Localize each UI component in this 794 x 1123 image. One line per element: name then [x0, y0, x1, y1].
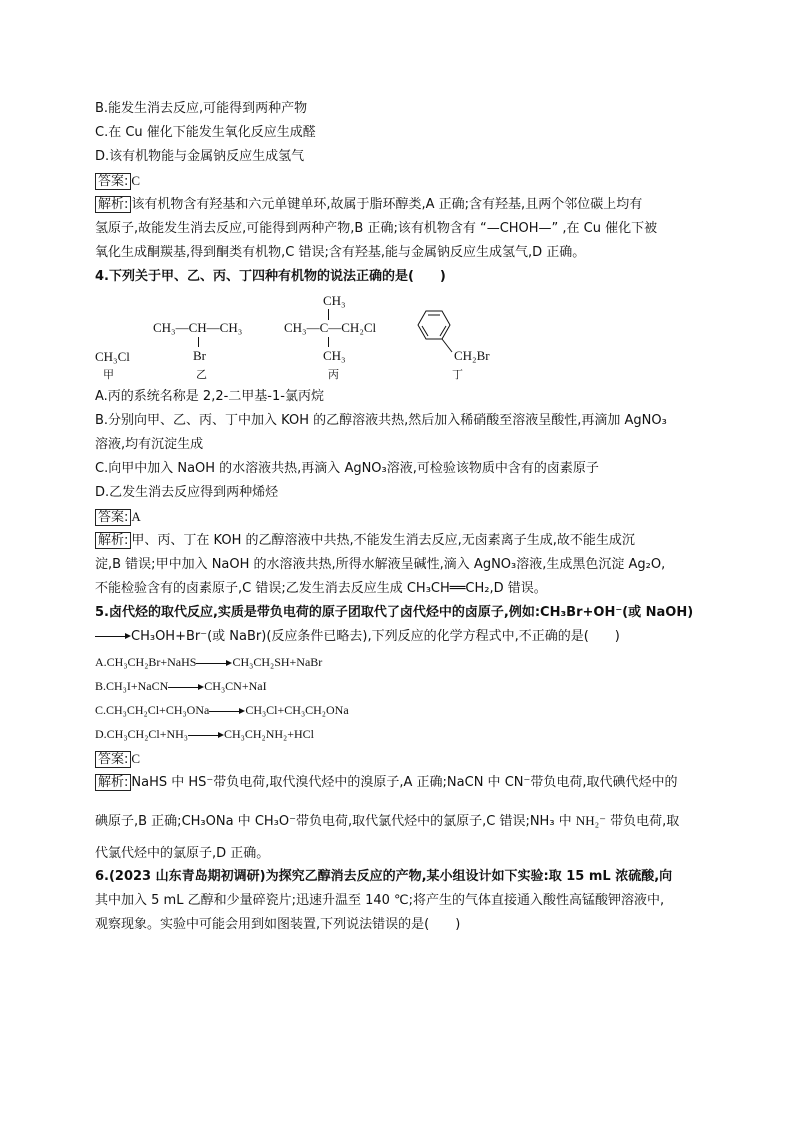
analysis-text: 带负电荷,取: [605, 814, 680, 829]
answer-label: 答案:: [95, 751, 131, 768]
reaction-arrow-icon: [168, 684, 204, 691]
q4-analysis-line-2: 淀,B 错误;甲中加入 NaOH 的水溶液共热,所得水解液呈碱性,滴入 AgNO₃溶液,生成黑色沉淀 Ag₂O,: [95, 557, 666, 572]
answer-label: 答案:: [95, 509, 131, 526]
q3-analysis-line-1: [95, 196, 642, 213]
reactants: A.CH₃CH₂Br+NaHS: [95, 655, 197, 669]
amide-ion: NH₂⁻: [575, 813, 606, 828]
jia-label: 甲: [103, 368, 114, 381]
reactants: D.CH₃CH₂Cl+NH₃: [95, 727, 188, 741]
analysis-label: 解析:: [95, 196, 131, 213]
yi-chain: CH₃—CH—CH₃: [153, 320, 243, 335]
analysis-text: NaHS 中 HS⁻带负电荷,取代溴代烃中的溴原子,A 正确;NaCN 中 CN⁻带负电荷,取代碘代烃中的: [131, 775, 678, 790]
analysis-text: 甲、丙、丁在 KOH 的乙醇溶液中共热,不能发生消去反应,无卤素离子生成,故不能生成沉: [131, 533, 635, 548]
ding-label: 丁: [452, 368, 463, 381]
q5-analysis-line-3: 代氯代烃中的氯原子,D 正确。: [95, 846, 270, 861]
jia-formula: CH₃Cl: [95, 349, 130, 364]
reaction-arrow-icon: [209, 708, 245, 715]
benzene-ring-icon: [412, 308, 460, 358]
bing-bond-top: [328, 309, 329, 320]
products: CH₃CH₂SH+NaBr: [232, 655, 323, 669]
yi-label: 乙: [196, 368, 207, 381]
q3-option-d: D.该有机物能与金属钠反应生成氢气: [95, 149, 305, 164]
q4-option-c: C.向甲中加入 NaOH 的水溶液共热,再滴入 AgNO₃溶液,可检验该物质中含有的卤素原子: [95, 461, 599, 476]
q5-analysis-line-2: [95, 812, 679, 830]
yi-bond: [198, 337, 199, 347]
q3-analysis-line-3: 氧化生成酮羰基,得到酮类有机物,C 错误;含有羟基,能与金属钠反应生成氢气,D 正确。: [95, 245, 586, 260]
q6-stem-line-3: 观察现象。实验中可能会用到如图装置,下列说法错误的是( ): [95, 917, 461, 932]
q3-option-b: B.能发生消去反应,可能得到两种产物: [95, 101, 308, 116]
answer-value: C: [131, 173, 141, 188]
analysis-label: 解析:: [95, 774, 131, 791]
ding-substituent: CH₂Br: [454, 348, 490, 363]
q5-option-b: [95, 678, 267, 695]
yi-substituent: Br: [193, 348, 206, 363]
bing-bond-bottom: [328, 337, 329, 347]
q5-answer-row: [95, 750, 140, 768]
bing-top-methyl: CH₃: [323, 293, 346, 308]
q5-analysis-line-1: [95, 774, 678, 791]
q5-option-c: [95, 702, 349, 719]
answer-value: A: [131, 509, 141, 524]
q3-answer-row: [95, 172, 140, 190]
q5-stem-line-2: [95, 628, 620, 645]
q4-analysis-line-1: [95, 532, 635, 549]
products: CH₃Cl+CH₃CH₂ONa: [245, 703, 349, 717]
products: CH₃CN+NaI: [204, 679, 267, 693]
q5-option-d: [95, 726, 314, 743]
analysis-label: 解析:: [95, 532, 131, 549]
q4-analysis-line-3: 不能检验含有的卤素原子,C 错误;乙发生消去反应生成 CH₃CH══CH₂,D 错误。: [95, 581, 547, 596]
q4-option-d: D.乙发生消去反应得到两种烯烃: [95, 485, 279, 500]
q4-option-b-line-1: B.分别向甲、乙、丙、丁中加入 KOH 的乙醇溶液共热,然后加入稀硝酸至溶液呈酸性,再滴加 AgNO₃: [95, 413, 667, 428]
q4-stem: 4.下列关于甲、乙、丙、丁四种有机物的说法正确的是( ): [95, 269, 446, 284]
q5-stem-text: CH₃OH+Br⁻(或 NaBr)(反应条件已略去),下列反应的化学方程式中,不正确的是( ): [131, 629, 620, 644]
q5-stem-line-1: 5.卤代烃的取代反应,实质是带负电荷的原子团取代了卤代烃中的卤原子,例如:CH₃Br+OH⁻(或 NaOH): [95, 605, 694, 620]
reactants: C.CH₃CH₂Cl+CH₃ONa: [95, 703, 210, 717]
analysis-text: 该有机物含有羟基和六元单键单环,故属于脂环醇类,A 正确;含有羟基,且两个邻位碳上均有: [131, 197, 643, 212]
q6-stem-line-2: 其中加入 5 mL 乙醇和少量碎瓷片;迅速升温至 140 ℃;将产生的气体直接通入酸性高锰酸钾溶液中,: [95, 893, 665, 908]
q4-option-b-line-2: 溶液,均有沉淀生成: [95, 437, 204, 452]
q6-stem-line-1: 6.(2023 山东青岛期初调研)为探究乙醇消去反应的产物,某小组设计如下实验:取 15 mL 浓硫酸,向: [95, 869, 673, 884]
q3-analysis-line-2: 氢原子,故能发生消去反应,可能得到两种产物,B 正确;该有机物含有 “—CHOH—” ,在 Cu 催化下被: [95, 221, 658, 236]
reaction-arrow-icon: [95, 633, 131, 640]
bing-label: 丙: [328, 368, 339, 381]
q5-option-a: [95, 654, 322, 671]
q4-answer-row: [95, 508, 141, 526]
reaction-arrow-icon: [188, 732, 224, 739]
q3-option-c: C.在 Cu 催化下能发生氧化反应生成醛: [95, 125, 316, 140]
products: CH₃CH₂NH₂+HCl: [224, 727, 314, 741]
bing-chain: CH₃—C—CH₂Cl: [284, 320, 377, 335]
analysis-text: 碘原子,B 正确;CH₃ONa 中 CH₃O⁻带负电荷,取代氯代烃中的氯原子,C 错误;NH₃ 中: [95, 814, 576, 829]
answer-value: C: [131, 751, 141, 766]
q4-option-a: A.丙的系统名称是 2,2-二甲基-1-氯丙烷: [95, 389, 324, 404]
reaction-arrow-icon: [196, 660, 232, 667]
answer-label: 答案:: [95, 173, 131, 190]
bing-bottom-methyl: CH₃: [323, 348, 346, 363]
reactants: B.CH₃I+NaCN: [95, 679, 169, 693]
